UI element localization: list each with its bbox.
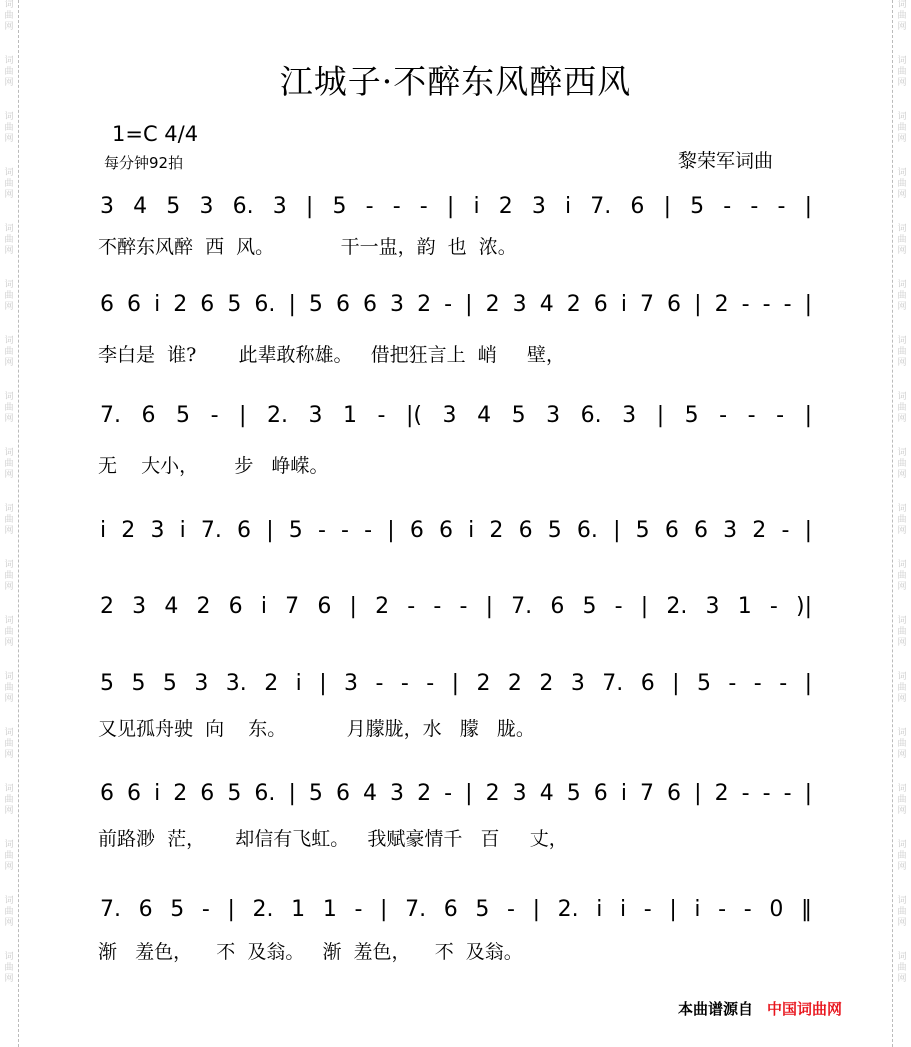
watermark-glyph: 词 xyxy=(4,784,14,794)
watermark-glyph: 词 xyxy=(897,448,907,458)
watermark-glyph: 词 xyxy=(4,728,14,738)
watermark-glyph: 网 xyxy=(4,806,14,816)
watermark-glyph: 网 xyxy=(897,190,907,200)
watermark-glyph: 网 xyxy=(4,862,14,872)
notation-line xyxy=(100,514,812,544)
notation-line xyxy=(100,777,812,807)
watermark-glyph: 曲 xyxy=(897,963,907,973)
jianpu-notes: 6 6 i 2 6 5 6. | 5 6 4 3 2 - | 2 3 4 5 6 i 7 6 | 2 - - - | xyxy=(100,781,812,806)
watermark-glyph: 网 xyxy=(897,414,907,424)
watermark-glyph: 曲 xyxy=(4,347,14,357)
watermark-glyph: 曲 xyxy=(897,571,907,581)
jianpu-notes: i 2 3 i 7. 6 | 5 - - - | 6 6 i 2 6 5 6. | 5 6 6 3 2 - | xyxy=(100,518,812,543)
source-site: 中国词曲网 xyxy=(767,1000,843,1018)
watermark-glyph: 曲 xyxy=(897,851,907,861)
watermark-glyph: 曲 xyxy=(897,179,907,189)
watermark-glyph: 词 xyxy=(897,112,907,122)
watermark-glyph: 词 xyxy=(897,168,907,178)
watermark-glyph: 曲 xyxy=(4,571,14,581)
jianpu-notes: 5 5 5 3 3. 2 i | 3 - - - | 2 2 2 3 7. 6 | 5 - - - | xyxy=(100,671,812,696)
watermark-glyph: 曲 xyxy=(897,403,907,413)
watermark-glyph: 曲 xyxy=(897,795,907,805)
watermark-glyph: 曲 xyxy=(4,459,14,469)
notation-line xyxy=(100,190,812,220)
watermark-glyph: 网 xyxy=(897,246,907,256)
jianpu-notes: 7. 6 5 - | 2. 3 1 - |( 3 4 5 3 6. 3 | 5 - - - | xyxy=(100,403,812,428)
watermark-glyph: 曲 xyxy=(4,907,14,917)
watermark-glyph: 曲 xyxy=(4,795,14,805)
watermark-glyph: 曲 xyxy=(4,963,14,973)
watermark-glyph: 网 xyxy=(897,22,907,32)
watermark-glyph: 词 xyxy=(4,616,14,626)
watermark-glyph: 曲 xyxy=(4,683,14,693)
watermark-glyph: 曲 xyxy=(4,11,14,21)
watermark-glyph: 曲 xyxy=(897,683,907,693)
watermark-glyph: 网 xyxy=(897,582,907,592)
watermark-glyph: 网 xyxy=(4,918,14,928)
watermark-glyph: 曲 xyxy=(897,67,907,77)
jianpu-notes: 3 4 5 3 6. 3 | 5 - - - | i 2 3 i 7. 6 | 5 - - - | xyxy=(100,194,812,219)
song-title: 江城子·不醉东风醉西风 xyxy=(279,62,632,101)
watermark-glyph: 网 xyxy=(4,526,14,536)
watermark-glyph: 词 xyxy=(897,504,907,514)
watermark-glyph: 曲 xyxy=(897,291,907,301)
watermark-glyph: 词 xyxy=(897,560,907,570)
watermark-glyph: 曲 xyxy=(4,179,14,189)
watermark-glyph: 网 xyxy=(897,302,907,312)
lyric-line: 前路渺 茫， 却信有飞虹。 我赋豪情千 百 丈， xyxy=(98,828,568,850)
jianpu-notes: 2 3 4 2 6 i 7 6 | 2 - - - | 7. 6 5 - | 2. 3 1 - )| xyxy=(100,594,812,619)
notation-line xyxy=(100,399,812,429)
watermark-glyph: 词 xyxy=(4,336,14,346)
watermark-glyph: 词 xyxy=(897,896,907,906)
watermark-glyph: 网 xyxy=(897,134,907,144)
watermark-glyph: 词 xyxy=(4,0,14,10)
watermark-glyph: 网 xyxy=(897,78,907,88)
watermark-glyph: 词 xyxy=(4,168,14,178)
watermark-glyph: 网 xyxy=(897,358,907,368)
lyric-line: 无 大小， 步 峥嵘。 xyxy=(98,455,329,477)
watermark-glyph: 曲 xyxy=(4,123,14,133)
watermark-glyph: 网 xyxy=(4,78,14,88)
watermark-glyph: 曲 xyxy=(4,739,14,749)
source-credit xyxy=(678,998,842,1019)
notation-line xyxy=(100,667,812,697)
tempo-marking: 每分钟92拍 xyxy=(104,154,184,172)
watermark-glyph: 网 xyxy=(4,190,14,200)
watermark-glyph: 曲 xyxy=(897,123,907,133)
notation-line xyxy=(100,590,812,620)
watermark-glyph: 词 xyxy=(4,112,14,122)
watermark-glyph: 词 xyxy=(4,896,14,906)
watermark-glyph: 曲 xyxy=(4,403,14,413)
watermark-glyph: 网 xyxy=(4,694,14,704)
watermark-glyph: 词 xyxy=(897,392,907,402)
watermark-glyph: 曲 xyxy=(897,627,907,637)
watermark-glyph: 词 xyxy=(4,224,14,234)
watermark-glyph: 曲 xyxy=(897,739,907,749)
watermark-glyph: 网 xyxy=(897,470,907,480)
jianpu-notes: 6 6 i 2 6 5 6. | 5 6 6 3 2 - | 2 3 4 2 6 i 7 6 | 2 - - - | xyxy=(100,292,812,317)
watermark-glyph: 词 xyxy=(4,392,14,402)
watermark-glyph: 网 xyxy=(4,414,14,424)
key-signature: 1=C 4/4 xyxy=(112,122,199,146)
jianpu-notes: 7. 6 5 - | 2. 1 1 - | 7. 6 5 - | 2. i i - | i - - 0 ‖ xyxy=(100,897,812,922)
source-label: 本曲谱源自 xyxy=(678,1000,754,1018)
watermark-glyph: 词 xyxy=(4,560,14,570)
watermark-glyph: 词 xyxy=(897,672,907,682)
notation-line xyxy=(100,288,812,318)
watermark-glyph: 词 xyxy=(4,448,14,458)
lyric-line: 不醉东风醉 西 风。 干一盅，韵 也 浓。 xyxy=(98,236,517,258)
watermark-glyph: 网 xyxy=(4,638,14,648)
watermark-glyph: 词 xyxy=(897,56,907,66)
watermark-glyph: 网 xyxy=(897,806,907,816)
watermark-glyph: 词 xyxy=(4,504,14,514)
watermark-glyph: 网 xyxy=(4,582,14,592)
watermark-glyph: 网 xyxy=(897,750,907,760)
watermark-glyph: 曲 xyxy=(4,627,14,637)
watermark-glyph: 词 xyxy=(4,840,14,850)
watermark-glyph: 词 xyxy=(897,784,907,794)
watermark-glyph: 网 xyxy=(897,694,907,704)
watermark-glyph: 词 xyxy=(897,224,907,234)
composer-credit: 黎荣军词曲 xyxy=(678,150,774,172)
watermark-glyph: 词 xyxy=(897,280,907,290)
lyric-line: 渐 羞色， 不 及翁。 渐 羞色， 不 及翁。 xyxy=(98,941,523,963)
watermark-glyph: 词 xyxy=(897,336,907,346)
left-watermark-strip xyxy=(0,0,19,1047)
lyric-line: 又见孤舟驶 向 东。 月朦胧，水 朦 胧。 xyxy=(98,718,535,740)
watermark-glyph: 词 xyxy=(897,728,907,738)
watermark-glyph: 词 xyxy=(897,0,907,10)
watermark-glyph: 词 xyxy=(4,280,14,290)
watermark-glyph: 曲 xyxy=(4,235,14,245)
watermark-glyph: 网 xyxy=(897,638,907,648)
watermark-glyph: 曲 xyxy=(897,11,907,21)
watermark-glyph: 曲 xyxy=(897,235,907,245)
watermark-glyph: 曲 xyxy=(897,907,907,917)
watermark-glyph: 网 xyxy=(4,22,14,32)
watermark-glyph: 曲 xyxy=(4,67,14,77)
watermark-glyph: 网 xyxy=(897,526,907,536)
watermark-glyph: 网 xyxy=(4,246,14,256)
watermark-glyph: 词 xyxy=(897,616,907,626)
watermark-glyph: 网 xyxy=(4,134,14,144)
watermark-glyph: 曲 xyxy=(897,459,907,469)
right-watermark-strip xyxy=(892,0,911,1047)
watermark-glyph: 曲 xyxy=(897,347,907,357)
watermark-glyph: 词 xyxy=(897,840,907,850)
watermark-glyph: 网 xyxy=(897,974,907,984)
lyric-line: 李白是 谁? 此辈敢称雄。 借把狂言上 峭 壁， xyxy=(98,344,565,366)
watermark-glyph: 词 xyxy=(4,672,14,682)
watermark-glyph: 网 xyxy=(4,470,14,480)
watermark-glyph: 网 xyxy=(4,358,14,368)
watermark-glyph: 词 xyxy=(4,952,14,962)
watermark-glyph: 词 xyxy=(4,56,14,66)
watermark-glyph: 曲 xyxy=(4,515,14,525)
watermark-glyph: 网 xyxy=(897,918,907,928)
watermark-glyph: 网 xyxy=(897,862,907,872)
notation-line xyxy=(100,893,812,923)
watermark-glyph: 词 xyxy=(897,952,907,962)
watermark-glyph: 曲 xyxy=(897,515,907,525)
watermark-glyph: 曲 xyxy=(4,851,14,861)
watermark-glyph: 网 xyxy=(4,302,14,312)
watermark-glyph: 网 xyxy=(4,974,14,984)
watermark-glyph: 曲 xyxy=(4,291,14,301)
watermark-glyph: 网 xyxy=(4,750,14,760)
